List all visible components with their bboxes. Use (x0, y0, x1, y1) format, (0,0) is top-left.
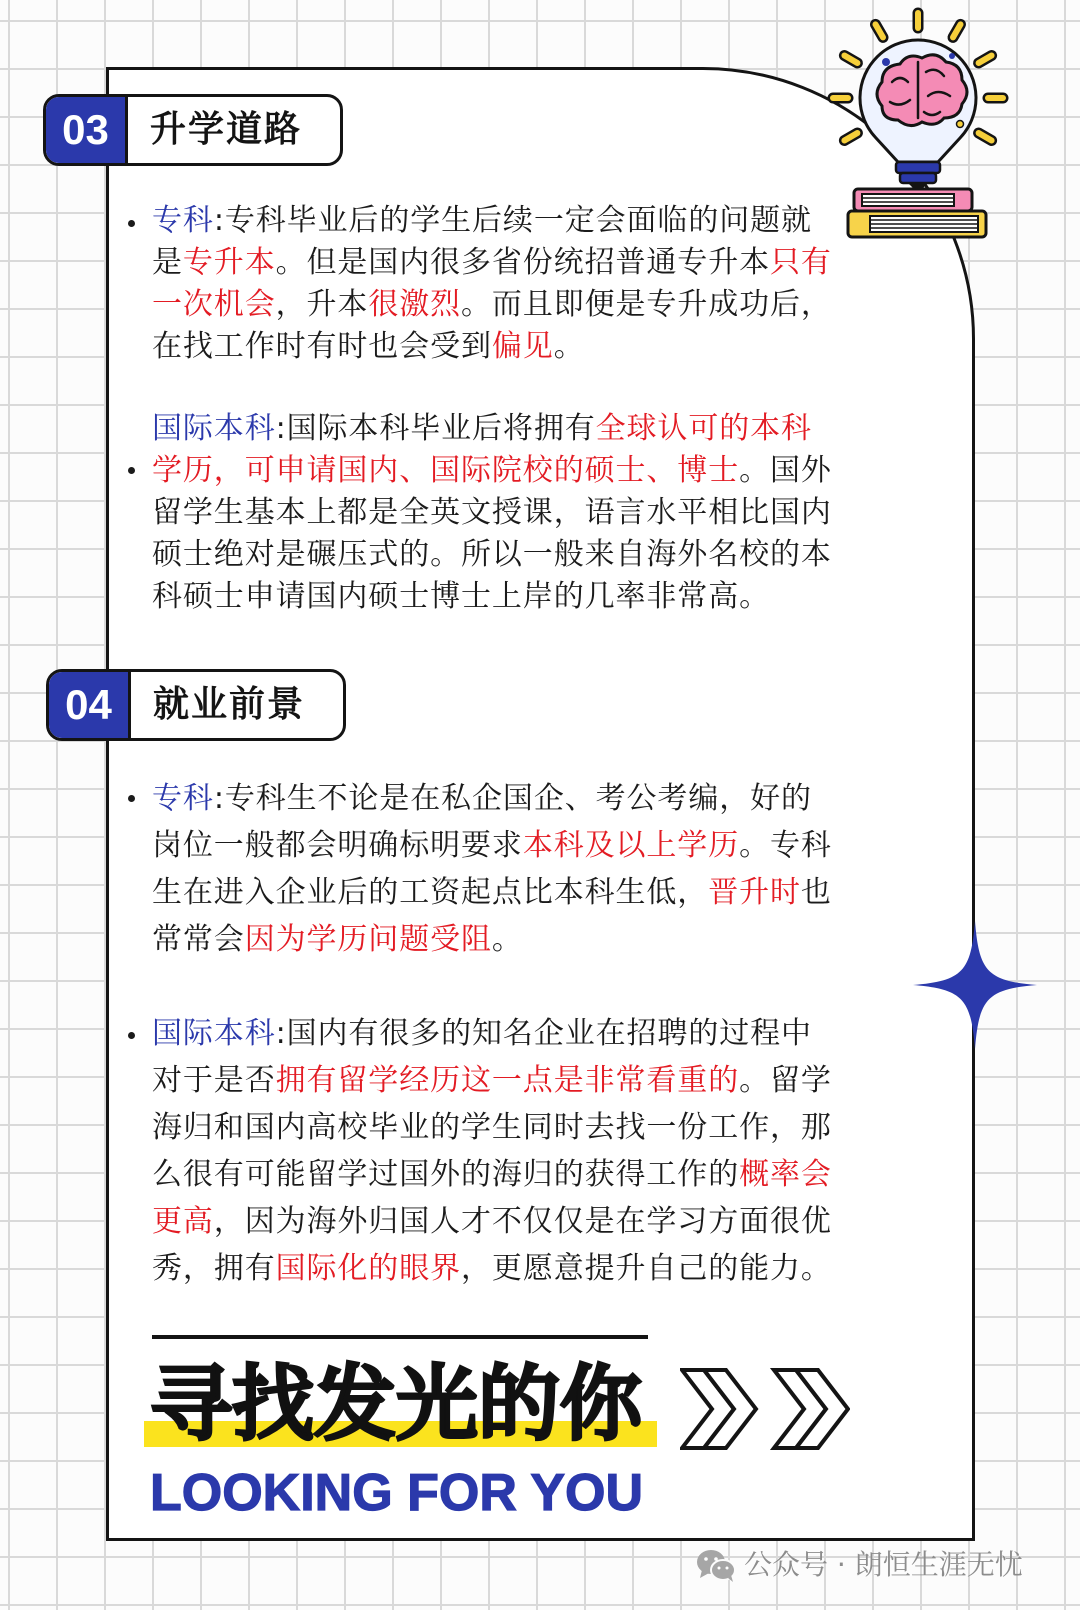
body-text: :专科生不论是在私企国企、考公考编，好的 (213, 781, 812, 816)
body-text: ，更愿意提升自己的能力。 (461, 1251, 832, 1286)
body-text: ，因为海外归国人才不仅仅是在学习方面很优 (213, 1204, 832, 1239)
wechat-icon (696, 1549, 736, 1583)
text-line (152, 408, 832, 450)
highlighted-text: 因为学历问题受阻 (244, 922, 492, 957)
watermark-text: 公众号 · 朗恒生涯无忧 (744, 1548, 1023, 1581)
body-text: 。 (491, 922, 523, 957)
text-line (152, 822, 832, 869)
text-line (152, 200, 832, 242)
body-text: 留学生基本上都是全英文授课，语言水平相比国内 (152, 495, 832, 530)
highlighted-text: 偏见 (491, 329, 554, 364)
double-chevron-icon (680, 1368, 850, 1450)
body-text: 科硕士申请国内硕士博士上岸的几率非常高。 (152, 579, 770, 614)
highlighted-text: 晋升时 (708, 875, 801, 910)
body-text: 是 (152, 245, 183, 280)
highlighted-text: 本科及以上学历 (522, 828, 740, 863)
text-line (152, 326, 832, 368)
body-text: 。专科 (739, 828, 832, 863)
highlighted-text: 专升本 (182, 245, 276, 280)
text-line (152, 534, 832, 576)
highlighted-text: 国际化的眼界 (275, 1251, 462, 1286)
bulb-base (896, 162, 940, 189)
divider-line (152, 1335, 648, 1339)
highlighted-text: 一次机会 (152, 287, 276, 322)
section-header-04 (46, 669, 346, 741)
body-text: 。国外 (739, 453, 832, 488)
term-label: 国际本科 (152, 1016, 276, 1051)
highlighted-text: 只有 (770, 245, 832, 280)
body-text: 。而且即便是专升成功后， (461, 287, 832, 322)
section-title: 升学道路 (150, 109, 303, 150)
body-text: 对于是否 (152, 1063, 276, 1098)
text-line (152, 1010, 832, 1057)
body-text: 。留学 (739, 1063, 832, 1098)
highlighted-text: 拥有留学经历这一点是非常看重的 (275, 1063, 740, 1098)
lightbulb-brain-icon (812, 6, 1017, 246)
double-chevron-icon (682, 1370, 756, 1448)
highlighted-text: 更高 (152, 1204, 214, 1239)
text-line (152, 916, 832, 963)
body-text: 常常会 (152, 922, 245, 957)
body-text: 。但是国内很多省份统招普通专升本 (275, 245, 771, 280)
term-label: 专科 (152, 203, 214, 238)
body-text: 在找工作时有时也会受到 (152, 329, 492, 364)
body-text: :国内有很多的知名企业在招聘的过程中 (275, 1016, 812, 1051)
term-label: 国际本科 (152, 411, 276, 446)
body-text: 也 (800, 875, 832, 910)
body-text: ，升本 (275, 287, 369, 322)
bullet-icon (128, 220, 135, 227)
text-line (152, 284, 832, 326)
section-number: 04 (49, 672, 131, 738)
text-line (152, 1057, 832, 1104)
sparkle-star-icon (913, 921, 1037, 1049)
text-line (152, 1245, 832, 1292)
body-text: 生在进入企业后的工资起点比本科生低， (152, 875, 709, 910)
body-text: 。 (553, 329, 585, 364)
text-line (152, 869, 832, 916)
body-text: 么很有可能留学过国外的海归的获得工作的 (152, 1157, 740, 1192)
text-line (152, 576, 832, 618)
body-text: 海归和国内高校毕业的学生同时去找一份工作，那 (152, 1110, 832, 1145)
body-text: 秀，拥有 (152, 1251, 276, 1286)
bullet-icon (128, 795, 135, 802)
highlighted-text: 学历，可申请国内、国际院校的硕士、博士 (152, 453, 740, 488)
bullet-icon (128, 467, 135, 474)
bullet-icon (128, 1032, 135, 1039)
text-line (152, 492, 832, 534)
text-line (152, 1104, 832, 1151)
highlighted-text: 概率会 (739, 1157, 832, 1192)
text-line (152, 775, 832, 822)
body-text: :专科毕业后的学生后续一定会面临的问题就 (213, 203, 812, 238)
text-line (152, 450, 832, 492)
highlighted-text: 很激烈 (368, 287, 462, 322)
term-label: 专科 (152, 781, 214, 816)
body-text: :国际本科毕业后将拥有 (275, 411, 596, 446)
paragraph-vocational-further-study (152, 200, 832, 368)
banner-title-en: LOOKING FOR YOU (150, 1464, 644, 1522)
books-icon (848, 189, 986, 237)
paragraph-intl-bachelor-employment (152, 1010, 832, 1292)
text-line (152, 1198, 832, 1245)
section-number: 03 (46, 97, 128, 163)
paragraph-vocational-employment (152, 775, 832, 963)
body-text: 硕士绝对是碾压式的。所以一般来自海外名校的本 (152, 537, 832, 572)
brain-icon (877, 55, 967, 126)
banner-title-cn: 寻找发光的你 (150, 1357, 643, 1452)
section-header-03 (43, 94, 343, 166)
section-title: 就业前景 (153, 684, 306, 725)
paragraph-intl-bachelor-further-study (152, 408, 832, 618)
text-line (152, 1151, 832, 1198)
highlighted-text: 全球认可的本科 (595, 411, 812, 446)
text-line (152, 242, 832, 284)
double-chevron-icon (774, 1370, 848, 1448)
body-text: 岗位一般都会明确标明要求 (152, 828, 523, 863)
